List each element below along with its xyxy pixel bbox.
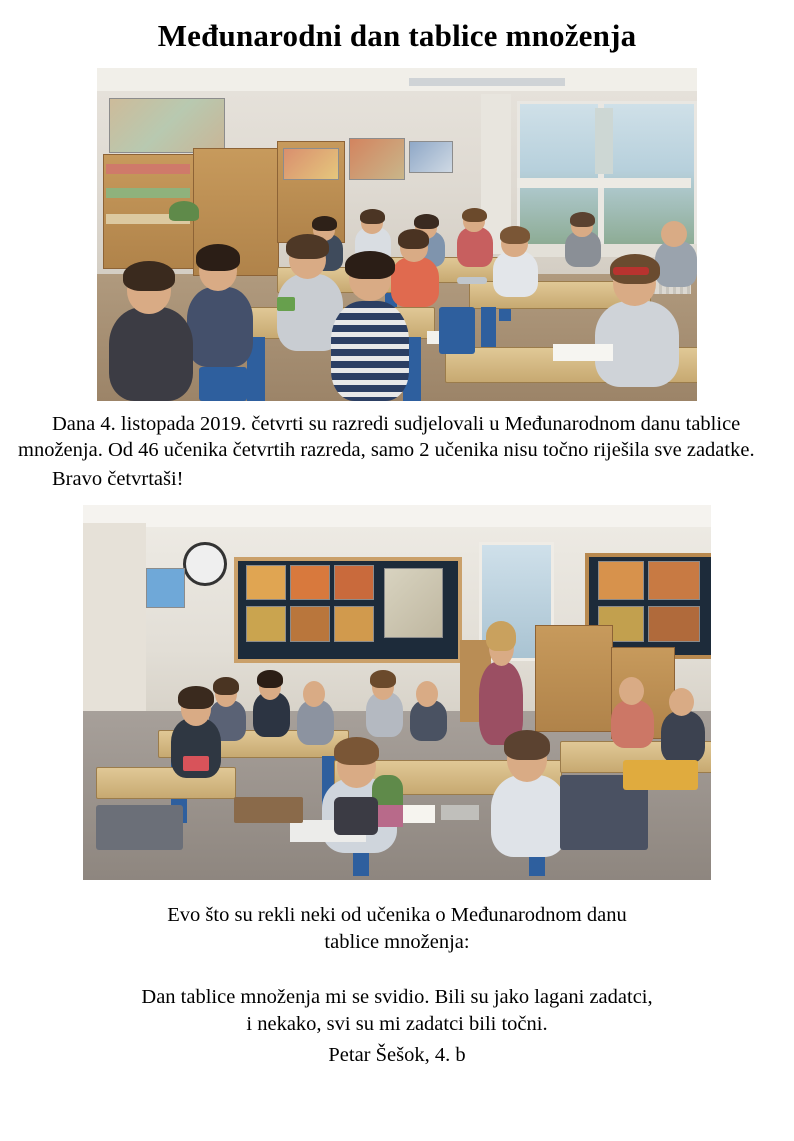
student-hair (213, 677, 239, 695)
document-page (0, 18, 794, 1141)
cabinet-shelf-items-1 (106, 164, 190, 174)
page-title: Međunarodni dan tablice množenja (157, 18, 637, 53)
student-artwork (246, 606, 286, 642)
paragraph-1 (0, 411, 794, 464)
student-hair (334, 737, 379, 765)
student-hair (398, 229, 429, 249)
quote-intro (77, 902, 717, 956)
student (655, 241, 697, 288)
student-hair (500, 226, 530, 244)
cabinet (535, 625, 612, 732)
wooden-tray (234, 797, 303, 823)
window-curtain (595, 108, 613, 175)
flower-pot (378, 805, 403, 828)
photo-2-scene (83, 505, 711, 880)
student-hair (123, 261, 175, 291)
student-hair (414, 214, 439, 229)
student-front-right (491, 775, 566, 858)
student-front-far-left (109, 307, 193, 400)
chair-grey (96, 805, 184, 850)
student-hair (286, 234, 329, 259)
chair (439, 307, 475, 354)
testimonial-line-2: i nekako, svi su mi zadatci bili točni. (246, 1012, 548, 1035)
student-artwork-large (384, 568, 443, 638)
left-wall (83, 523, 146, 711)
student-hair (312, 216, 337, 231)
cabinet-shelf-items-2 (106, 188, 190, 198)
paragraph-2 (0, 466, 794, 493)
student (611, 700, 655, 749)
wall-map (109, 98, 225, 153)
student (457, 227, 493, 267)
ceiling-vent (409, 78, 565, 86)
student (661, 711, 705, 764)
desk-item-red (183, 756, 208, 771)
classroom-photo-2 (83, 505, 711, 880)
testimonial-signature: Petar Šešok, 4. b (328, 1043, 466, 1066)
student-artwork (598, 561, 644, 601)
desk-item-green-box (277, 297, 295, 310)
backpack (334, 797, 378, 835)
student-hair (462, 208, 487, 223)
testimonial-line-1: Dan tablice množenja mi se svidio. Bili su jako lagani zadatci, (141, 985, 653, 1008)
student-artwork (334, 606, 374, 642)
student-front-left (187, 287, 253, 367)
student-artwork (246, 565, 286, 601)
student-hair (370, 670, 396, 688)
chair-yellow (623, 760, 698, 790)
pencil-case (441, 805, 479, 820)
paragraph-2-text: Bravo četvrtaši! (52, 467, 184, 490)
student-artwork (648, 606, 700, 642)
quote-intro-line-1: Evo što su rekli neki od učenika o Međunarodnom danu (167, 903, 627, 926)
student-hair (178, 686, 213, 709)
teacher-hair (486, 621, 516, 651)
pencil-case (613, 267, 649, 274)
plant (169, 201, 199, 221)
student-hair (257, 670, 283, 688)
student-artwork (290, 565, 330, 601)
student-hair (345, 251, 394, 279)
wall-poster-blue (146, 568, 186, 608)
student-artwork (334, 565, 374, 601)
student-hair (504, 730, 550, 760)
student (493, 251, 538, 298)
student-hair (570, 212, 595, 227)
student-artwork (648, 561, 700, 601)
student (391, 257, 439, 307)
wall-poster-3 (409, 141, 453, 173)
testimonial (27, 984, 767, 1038)
student-hair (360, 209, 385, 224)
classroom-photo-1 (97, 68, 697, 401)
window-divider (517, 178, 691, 188)
student-head (619, 677, 644, 705)
wall-clock (183, 542, 227, 586)
student-hair (196, 244, 240, 271)
pencil-case (457, 277, 487, 284)
ceiling (97, 68, 697, 91)
chair (199, 367, 247, 400)
ceiling (83, 505, 711, 528)
student-artwork (290, 606, 330, 642)
cabinet-poster (283, 148, 339, 180)
wall-poster-2 (349, 138, 405, 180)
quote-intro-line-2: tablice množenja: (324, 930, 470, 953)
worksheet-paper (553, 344, 613, 361)
paragraph-1-text: Dana 4. listopada 2019. četvrti su razredi sudjelovali u Međunarodnom danu tablice množenja. Od 46 učenika četvrtih razreda, samo 2 učenika nisu točno riješila sve zadatke. (18, 412, 755, 462)
photo-1-scene (97, 68, 697, 401)
student-striped-shirt (331, 301, 409, 401)
